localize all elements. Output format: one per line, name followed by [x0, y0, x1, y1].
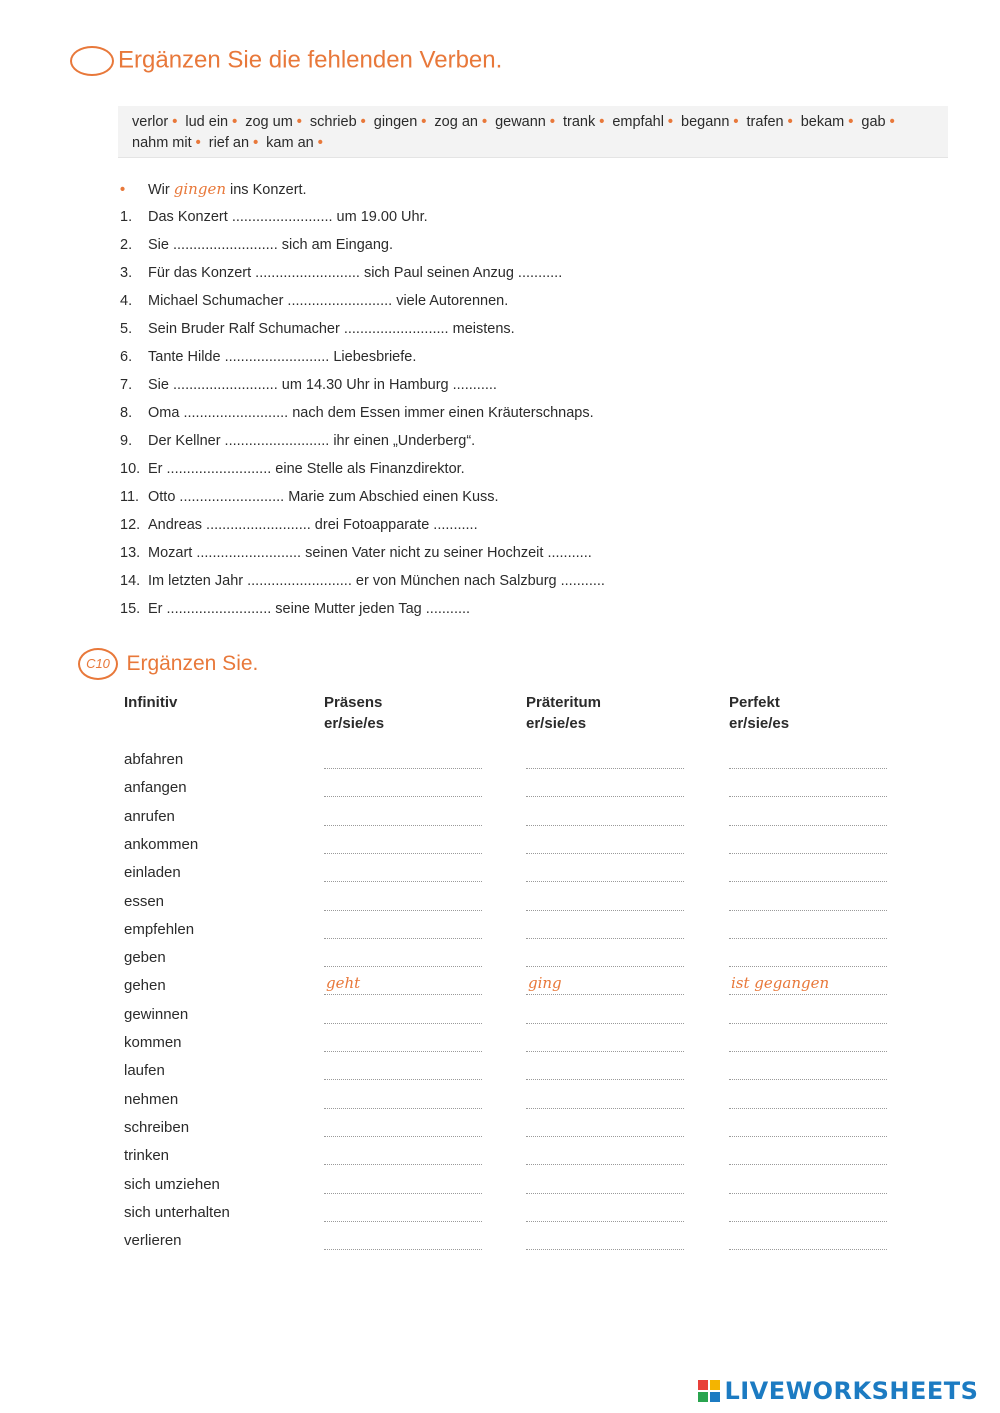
separator-dot-icon: •	[421, 114, 427, 130]
separator-dot-icon: •	[599, 114, 605, 130]
sentence-number: 4.	[120, 293, 133, 309]
sentence-item	[120, 320, 515, 338]
infinitive-label: geben	[124, 949, 166, 967]
praeteritum-cell[interactable]	[526, 976, 684, 995]
logo-square	[698, 1380, 708, 1390]
infinitive-label: gewinnen	[124, 1005, 189, 1023]
sentence-item	[120, 348, 416, 366]
sentence-number: 10.	[120, 461, 141, 477]
infinitive-label: laufen	[124, 1062, 165, 1080]
praesens-cell[interactable]	[324, 1090, 482, 1109]
infinitive-label: abfahren	[124, 751, 184, 768]
header-perfekt: Perfekt er/sie/es	[729, 694, 790, 732]
sentence-text: Er .......................... eine Stelle als Finanzdirektor.	[148, 461, 465, 477]
exercise-badge-icon	[70, 46, 114, 76]
table-row	[124, 892, 954, 920]
sentence-text: Michael Schumacher .......................... viele Autorennen.	[148, 293, 509, 309]
answer-text: ging	[528, 974, 562, 993]
perfekt-cell[interactable]	[729, 1203, 887, 1222]
praesens-cell[interactable]	[324, 892, 482, 911]
separator-dot-icon: •	[848, 114, 854, 130]
table-row	[124, 1033, 954, 1061]
sentence-number: 3.	[120, 265, 133, 281]
perfekt-cell[interactable]	[729, 1033, 887, 1052]
table-row	[124, 976, 954, 1004]
perfekt-cell[interactable]	[729, 948, 887, 967]
infinitive-label: einladen	[124, 864, 181, 882]
table-row	[124, 920, 954, 948]
answer-text: ist gegangen	[731, 974, 830, 993]
perfekt-cell[interactable]	[729, 1175, 887, 1194]
infinitive-label: schreiben	[124, 1118, 190, 1136]
infinitive-label: gehen	[124, 977, 166, 995]
perfekt-cell[interactable]	[729, 1146, 887, 1165]
word-bank-item: trafen	[746, 114, 784, 130]
exercise-badge: C10	[78, 648, 118, 680]
example-answer: gingen	[173, 180, 226, 198]
praesens-cell[interactable]	[324, 920, 482, 939]
praeteritum-cell[interactable]	[526, 1033, 684, 1052]
sentence-number: 15.	[120, 601, 141, 617]
sentence-number: 7.	[120, 377, 133, 393]
praeteritum-cell[interactable]	[526, 948, 684, 967]
logo-square	[710, 1392, 720, 1402]
word-bank-item: gewann	[495, 114, 546, 130]
separator-dot-icon: •	[733, 114, 739, 130]
perfekt-cell[interactable]	[729, 892, 887, 911]
word-bank-item: bekam	[800, 114, 845, 130]
bullet-icon: •	[120, 182, 126, 198]
sentence-number: 14.	[120, 573, 141, 589]
separator-dot-icon: •	[549, 114, 555, 130]
sentence-number: 9.	[120, 433, 133, 449]
sentence-text: Für das Konzert .......................... sich Paul seinen Anzug ...........	[148, 265, 563, 281]
table-row	[124, 1118, 954, 1146]
praeteritum-cell[interactable]	[526, 750, 684, 769]
logo-square	[710, 1380, 720, 1390]
word-bank-item: gingen	[373, 114, 418, 130]
table-row	[124, 863, 954, 891]
praesens-cell[interactable]	[324, 976, 482, 995]
sentence-text: Im letzten Jahr .......................... er von München nach Salzburg ...........	[148, 573, 605, 589]
sentence-number: 13.	[120, 545, 141, 561]
sentence-text: Er .......................... seine Mutter jeden Tag ...........	[148, 601, 471, 617]
sentence-item	[120, 460, 465, 478]
separator-dot-icon: •	[317, 135, 323, 151]
praeteritum-cell[interactable]	[526, 863, 684, 882]
separator-dot-icon: •	[667, 114, 673, 130]
praesens-cell[interactable]	[324, 948, 482, 967]
table-row	[124, 1175, 954, 1203]
sentence-text: Das Konzert ......................... um 19.00 Uhr.	[148, 209, 428, 225]
perfekt-cell[interactable]	[729, 778, 887, 797]
infinitive-label: essen	[124, 892, 165, 910]
infinitive-label: empfehlen	[124, 920, 195, 938]
example-sentence: • Wir gingen ins Konzert.	[120, 180, 307, 198]
praesens-cell[interactable]	[324, 778, 482, 797]
praesens-cell[interactable]	[324, 1231, 482, 1250]
separator-dot-icon: •	[253, 135, 259, 151]
sentence-text: Oma .......................... nach dem Essen immer einen Kräuterschnaps.	[148, 405, 594, 421]
exercise-c10-heading	[78, 648, 258, 682]
sentence-item	[120, 488, 499, 506]
exercise-title: Ergänzen Sie.	[126, 652, 259, 675]
praeteritum-cell[interactable]	[526, 1118, 684, 1137]
table-row	[124, 778, 954, 806]
perfekt-cell[interactable]	[729, 1090, 887, 1109]
praeteritum-cell[interactable]	[526, 1203, 684, 1222]
word-bank-item: verlor	[132, 114, 169, 130]
header-infinitiv: Infinitiv	[124, 694, 178, 711]
table-row	[124, 835, 954, 863]
sentence-number: 8.	[120, 405, 133, 421]
word-bank-item: zog an	[434, 114, 478, 130]
word-bank-item: kam an	[266, 135, 314, 151]
sentence-item	[120, 376, 497, 394]
sentence-item	[120, 600, 470, 618]
praeteritum-cell[interactable]	[526, 1175, 684, 1194]
praesens-cell[interactable]	[324, 1005, 482, 1024]
table-row	[124, 1231, 954, 1259]
perfekt-cell[interactable]	[729, 807, 887, 826]
word-bank	[118, 106, 948, 158]
table-row	[124, 948, 954, 976]
table-row	[124, 750, 954, 778]
infinitive-label: nehmen	[124, 1090, 179, 1108]
sentence-number: 12.	[120, 517, 141, 533]
word-bank-item: trank	[562, 114, 596, 130]
sentence-text: Der Kellner .......................... ihr einen „Underberg“.	[148, 433, 476, 449]
infinitive-label: sich umziehen	[124, 1175, 220, 1193]
praeteritum-cell[interactable]	[526, 807, 684, 826]
header-praeteritum: Präteritum er/sie/es	[526, 694, 602, 732]
separator-dot-icon: •	[296, 114, 302, 130]
word-bank-item: nahm mit	[132, 135, 192, 151]
word-bank-item: begann	[681, 114, 730, 130]
praesens-cell[interactable]	[324, 1175, 482, 1194]
separator-dot-icon: •	[172, 114, 178, 130]
answer-text: geht	[326, 974, 361, 993]
praeteritum-cell[interactable]	[526, 1005, 684, 1024]
word-bank-item: schrieb	[309, 114, 357, 130]
praesens-cell[interactable]	[324, 1118, 482, 1137]
infinitive-label: anfangen	[124, 779, 187, 797]
table-row	[124, 807, 954, 835]
praesens-cell[interactable]	[324, 807, 482, 826]
perfekt-cell[interactable]	[729, 750, 887, 769]
word-bank-item: empfahl	[612, 114, 664, 130]
word-bank-item: zog um	[245, 114, 293, 130]
praesens-cell[interactable]	[324, 1146, 482, 1165]
sentence-item	[120, 292, 508, 310]
logo-square	[698, 1392, 708, 1402]
sentence-text: Mozart .......................... seinen Vater nicht zu seiner Hochzeit ...........	[148, 545, 592, 561]
sentence-number: 6.	[120, 349, 133, 365]
table-row	[124, 1146, 954, 1174]
perfekt-cell[interactable]	[729, 863, 887, 882]
separator-dot-icon: •	[232, 114, 238, 130]
separator-dot-icon: •	[360, 114, 366, 130]
sentence-text: Sein Bruder Ralf Schumacher .......................... meistens.	[148, 321, 515, 337]
perfekt-cell[interactable]	[729, 1061, 887, 1080]
infinitive-label: kommen	[124, 1034, 182, 1051]
perfekt-cell[interactable]	[729, 1005, 887, 1024]
perfekt-cell[interactable]	[729, 1118, 887, 1137]
sentence-number: 5.	[120, 321, 133, 337]
sentence-item	[120, 264, 562, 282]
sentence-item	[120, 404, 594, 422]
praesens-cell[interactable]	[324, 863, 482, 882]
sentence-number: 2.	[120, 237, 133, 253]
sentence-number: 11.	[120, 489, 140, 505]
praeteritum-cell[interactable]	[526, 892, 684, 911]
word-bank-item: rief an	[208, 135, 250, 151]
sentence-item	[120, 572, 605, 590]
header-praesens: Präsens er/sie/es	[324, 694, 385, 732]
exercise-c9-heading: Ergänzen Sie die fehlenden Verben.	[70, 60, 570, 94]
sentence-item	[120, 236, 393, 254]
infinitive-label: ankommen	[124, 835, 199, 853]
perfekt-cell[interactable]	[729, 976, 887, 995]
praeteritum-cell[interactable]	[526, 1146, 684, 1165]
praesens-cell[interactable]	[324, 1061, 482, 1080]
praesens-cell[interactable]	[324, 835, 482, 854]
word-bank-item: lud ein	[185, 114, 229, 130]
separator-dot-icon: •	[195, 135, 201, 151]
sentence-text: Tante Hilde .......................... Liebesbriefe.	[148, 349, 417, 365]
praesens-cell[interactable]	[324, 1203, 482, 1222]
sentence-item	[120, 516, 478, 534]
perfekt-cell[interactable]	[729, 835, 887, 854]
sentence-item	[120, 432, 475, 450]
table-row	[124, 1090, 954, 1118]
infinitive-label: verlieren	[124, 1232, 182, 1250]
perfekt-cell[interactable]	[729, 920, 887, 939]
sentence-text: Andreas .......................... drei Fotoapparate ...........	[148, 517, 478, 533]
logo-grid-icon	[698, 1380, 720, 1402]
sentence-text: Otto .......................... Marie zum Abschied einen Kuss.	[148, 489, 499, 505]
sentence-item	[120, 208, 428, 226]
liveworksheets-logo: LIVEWORKSHEETS	[698, 1377, 978, 1411]
word-bank-item: gab	[861, 114, 886, 130]
praeteritum-cell[interactable]	[526, 1061, 684, 1080]
infinitive-label: sich unterhalten	[124, 1203, 230, 1221]
infinitive-label: anrufen	[124, 807, 175, 825]
praeteritum-cell[interactable]	[526, 1231, 684, 1250]
separator-dot-icon: •	[481, 114, 488, 130]
praeteritum-cell[interactable]	[526, 778, 684, 797]
praesens-cell[interactable]	[324, 1033, 482, 1052]
separator-dot-icon: •	[889, 114, 895, 130]
sentence-text: Sie .......................... sich am Eingang.	[148, 237, 393, 253]
praeteritum-cell[interactable]	[526, 835, 684, 854]
infinitive-label: trinken	[124, 1147, 170, 1165]
perfekt-cell[interactable]	[729, 1231, 887, 1250]
table-row	[124, 1203, 954, 1231]
table-row	[124, 1061, 954, 1089]
praesens-cell[interactable]	[324, 750, 482, 769]
separator-dot-icon: •	[787, 114, 793, 130]
sentence-number: 1.	[120, 209, 133, 225]
sentence-item	[120, 544, 592, 562]
table-row	[124, 1005, 954, 1033]
praeteritum-cell[interactable]	[526, 1090, 684, 1109]
sentence-text: Sie .......................... um 14.30 Uhr in Hamburg ...........	[148, 377, 497, 393]
praeteritum-cell[interactable]	[526, 920, 684, 939]
